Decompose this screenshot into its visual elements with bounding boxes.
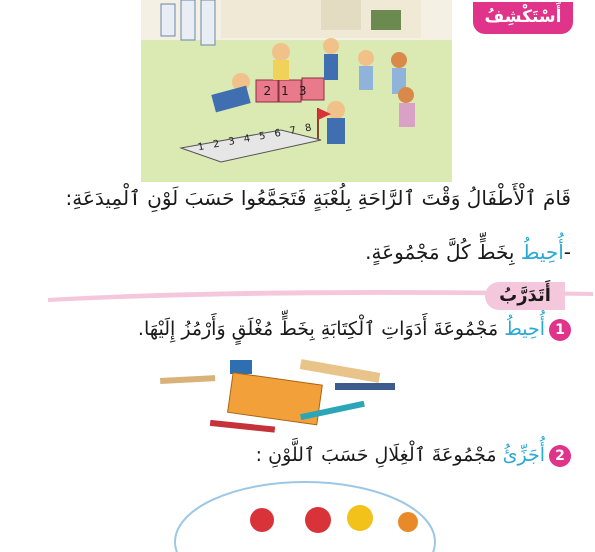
ruler-icon bbox=[300, 359, 381, 383]
fruit-set-illustration bbox=[170, 472, 440, 552]
hopscotch-square: 4 bbox=[242, 132, 255, 146]
discover-badge bbox=[473, 2, 573, 34]
strawberry-icon bbox=[250, 508, 274, 532]
instruction-rest: بِخَطٍّ كُلَّ مَجْمُوعَةٍ. bbox=[365, 240, 521, 264]
red-pen-icon bbox=[210, 420, 275, 433]
hopscotch-square: 1 bbox=[196, 140, 209, 154]
playground-illustration bbox=[141, 0, 452, 182]
block-number: 3 bbox=[298, 84, 317, 98]
bush-icon bbox=[371, 10, 401, 30]
exercise-2 bbox=[31, 444, 571, 467]
hopscotch-square: 7 bbox=[288, 124, 301, 138]
exercise-number: 1 bbox=[549, 319, 571, 341]
fountain-pen-icon bbox=[335, 383, 395, 390]
yellow-apple-icon bbox=[347, 505, 373, 531]
exercise-number: 2 bbox=[549, 445, 571, 467]
hopscotch-square: 5 bbox=[258, 130, 270, 143]
exercise-text: مَجْمُوعَةَ أَدَوَاتِ ٱلْكِتَابَةِ بِخَطٍّ مُغْلَقٍ وَأَرْمُزُ إِلَيْهَا. bbox=[137, 318, 505, 340]
sharpener-icon bbox=[230, 360, 252, 374]
pencil-icon bbox=[160, 375, 215, 384]
hopscotch-square: 3 bbox=[227, 135, 239, 148]
hopscotch-square: 6 bbox=[273, 127, 285, 140]
practice-label: أَتَدَرَّبُ bbox=[499, 285, 551, 306]
discover-sentence: قَامَ ٱلْأَطْفَالُ وَقْتَ ٱلرَّاحَةِ بِلُعْبَةٍ فَتَجَمَّعُوا حَسَبَ لَوْنِ ٱلْمِيدَعَةِ: bbox=[65, 186, 571, 210]
exercise-verb: أُحِيطُ bbox=[504, 318, 545, 340]
instruction-verb: أُحِيطُ bbox=[520, 240, 564, 264]
exercise-verb: أُجَزِّئُ bbox=[502, 444, 545, 466]
instruction-prefix: - bbox=[563, 240, 571, 264]
discover-instruction bbox=[31, 240, 571, 264]
hopscotch-square: 8 bbox=[304, 121, 316, 135]
number-blocks bbox=[256, 84, 324, 98]
red-apple-icon bbox=[305, 507, 331, 533]
writing-tools-illustration bbox=[150, 348, 410, 438]
practice-badge bbox=[485, 282, 565, 310]
discover-label: أَسْتَكْشِفُ bbox=[484, 7, 562, 27]
orange-icon bbox=[398, 512, 418, 532]
exercise-text: مَجْمُوعَةَ ٱلْغِلَالِ حَسَبَ ٱللَّوْنِ : bbox=[255, 444, 503, 466]
hopscotch-square: 2 bbox=[212, 138, 224, 151]
block-number: 2 bbox=[263, 84, 282, 98]
block-number: 1 bbox=[281, 84, 299, 98]
exercise-1 bbox=[31, 318, 571, 341]
